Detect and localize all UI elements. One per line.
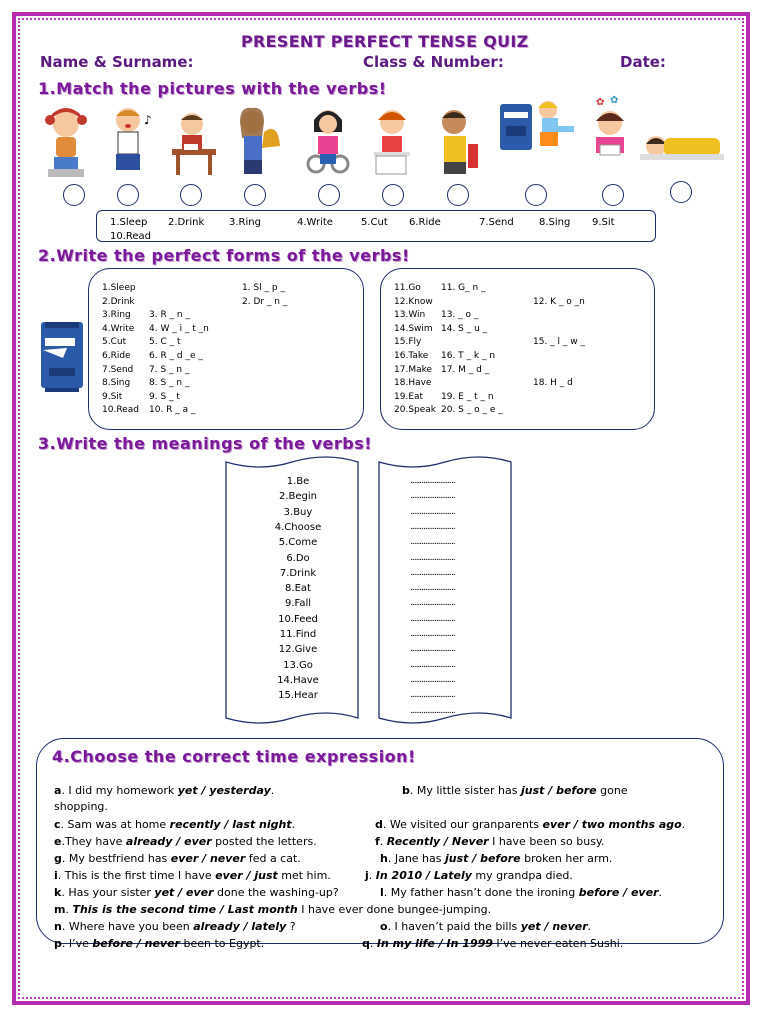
meaning-blank[interactable]: ........................ [410,521,455,532]
sentence-p [54,937,264,950]
time-expression-options[interactable]: just / before [445,852,521,865]
sentence-letter: l [380,886,384,899]
verb-perfect-blank[interactable]: 19. E _ t _ n [441,391,494,402]
verb-perfect-blank[interactable]: 2. Dr _ n _ [242,296,288,307]
verb-base-form: 20.Speak [394,405,437,416]
sentence-letter: o [380,920,388,933]
meaning-blank[interactable]: ........................ [410,674,455,685]
verb-perfect-blank[interactable]: 4. W _ i _ t _n [149,323,209,334]
sentence-text: I have been so busy. [488,835,605,848]
meaning-verb: 6.Do [286,552,310,564]
sentence-letter: c [54,818,61,831]
verb-perfect-blank[interactable]: 10. R _ a _ [149,405,196,416]
girl-reading-icon [586,95,634,167]
sentence-letter: i [54,869,58,882]
sentence-e [54,835,317,848]
time-expression-options[interactable]: ever / just [215,869,278,882]
verb-item: 9.Sit [592,217,615,228]
sentence-text: . I’ve [61,937,93,950]
verb-base-form: 18.Have [394,378,432,389]
verb-base-form: 1.Sleep [102,283,136,293]
sentence-text: been to Egypt. [179,937,265,950]
sentence-letter: h [380,852,388,865]
section-2-heading: 2.Write the perfect forms of the verbs! [38,246,410,265]
meaning-blank[interactable]: ........................ [410,613,455,624]
sentence-g [54,852,301,865]
verb-perfect-blank[interactable]: 7. S _ n _ [149,364,190,375]
sentence-k [54,886,339,899]
sentence-m [54,903,491,916]
sentence-text: . [291,818,296,831]
time-expression-options[interactable]: This is the second time / Last month [72,903,298,916]
answer-circle-9[interactable] [602,184,624,206]
time-expression-options[interactable]: ever / two months ago [542,818,682,831]
answer-circle-1[interactable] [63,184,85,206]
verb-base-form: 17.Make [394,364,433,375]
sentence-letter: e [54,835,62,848]
sentence-text: . Where have you been [61,920,194,933]
girl-with-scissors-icon [302,102,354,180]
meaning-blank[interactable]: ........................ [410,659,455,670]
answer-circle-8[interactable] [525,184,547,206]
sentence-q [362,937,623,950]
sentence-letter: k [54,886,62,899]
time-expression-options[interactable]: In 2010 / Lately [375,869,472,882]
verb-perfect-blank[interactable]: 9. S _ t [149,391,180,402]
date-field-label: Date: [620,53,666,71]
sentence-text: . [65,903,73,916]
meaning-verb: 11.Find [279,629,317,640]
girl-jumping-icon [530,96,580,154]
meaning-blank[interactable]: ........................ [410,705,455,716]
verb-perfect-blank[interactable]: 6. R _ d _e _ [149,351,203,361]
verb-base-form: 6.Ride [102,351,131,361]
verb-item: 1.Sleep [110,217,148,228]
time-expression-options[interactable]: In my life / In 1999 [376,937,493,950]
verb-item: 7.Send [479,217,514,228]
time-expression-options[interactable]: before / ever [578,886,659,899]
time-expression-options[interactable]: before / never [92,937,180,950]
time-expression-options[interactable]: already / ever [125,835,212,848]
sentence-d [375,818,685,831]
sentence-text: I have ever done bungee-jumping. [297,903,492,916]
meaning-verb: 9.Fall [284,598,312,610]
answer-circle-6[interactable] [382,184,404,206]
meaning-verb: 2.Begin [278,491,318,503]
sentence-text: . [681,818,686,831]
verb-perfect-blank[interactable]: 13. _ o _ [441,310,479,321]
meaning-verb: 15.Hear [278,690,318,702]
section-1-heading: 1.Match the pictures with the verbs! [38,79,387,98]
verb-perfect-blank[interactable]: 14. S _ u _ [441,323,488,334]
sentence-j [365,869,573,882]
meaning-verb: 12.Give [278,644,318,656]
sentence-text: . [379,835,387,848]
verb-perfect-blank[interactable]: 20. S _ o _ e _ [441,405,503,416]
sentence-h [380,852,612,865]
meaning-blank[interactable]: ........................ [410,552,455,563]
sentence-text: . Sam was at home [60,818,170,831]
boy-at-desk-icon [168,102,220,180]
meaning-blank[interactable]: ........................ [410,476,455,486]
sentence-letter: g [54,852,62,865]
sentence-o [380,920,591,933]
sentence-text: ? [286,920,296,933]
verb-perfect-blank[interactable]: 11. G_ n _ [441,283,486,293]
sentence-text: . My little sister has [409,784,521,797]
sentence-b [402,784,628,797]
meaning-blank[interactable]: ........................ [410,583,455,594]
sentence-text: gone [596,784,628,797]
sentence-text: done the washing-up? [213,886,339,899]
sentence-text: . [587,920,592,933]
sentence-text: . We visited our granparents [382,818,543,831]
answer-circle-2[interactable] [117,184,139,206]
verb-base-form: 3.Ring [102,310,131,321]
verb-perfect-blank[interactable]: 18. H _ d [533,378,573,389]
boy-sleeping-icon [640,124,724,164]
section-4-heading: 4.Choose the correct time expression! [52,747,416,766]
verb-item: 2.Drink [168,217,205,228]
mailbox-icon [37,318,87,392]
time-expression-options[interactable]: already / lately [193,920,287,933]
time-expression-options[interactable]: just / before [520,784,597,797]
verb-base-form: 13.Win [394,310,426,321]
answer-circle-7[interactable] [447,184,469,206]
svg-text:♪: ♪ [144,113,152,127]
verb-base-form: 8.Sing [102,378,131,389]
meaning-verb: 8.Eat [285,583,311,595]
verb-perfect-blank[interactable]: 15. _ l _ w _ [533,337,585,348]
verb-item: 6.Ride [409,217,441,228]
meaning-blank[interactable]: ........................ [410,598,455,609]
sentence-text: . This is the first time I have [57,869,216,882]
verb-perfect-blank[interactable]: 12. K _ o _n [533,296,585,307]
verb-base-form: 16.Take [394,351,429,361]
answer-circle-4[interactable] [244,184,266,206]
sentence-c [54,818,295,831]
answer-circle-3[interactable] [180,184,202,206]
sentence-text: . I haven’t paid the bills [387,920,521,933]
time-expression-options[interactable]: yet / never [520,920,588,933]
sentence-text: . [369,937,377,950]
meaning-verb: 10.Feed [278,613,318,625]
meaning-verb: 5.Come [278,537,318,549]
name-field-label: Name & Surname: [40,53,194,71]
sentence-text: . [658,886,662,899]
sentence-f [375,835,604,848]
verb-base-form: 12.Know [394,296,433,307]
verb-base-form: 14.Swim [394,323,433,334]
girl-writing-icon [366,102,418,180]
time-expression-options[interactable]: ever / never [170,852,246,865]
meaning-verb: 7.Drink [279,567,317,579]
meaning-blank[interactable]: ........................ [410,537,455,548]
meaning-blank[interactable]: ........................ [410,629,455,639]
sentence-letter: f [375,835,380,848]
verb-perfect-blank[interactable]: 5. C _ t [149,337,181,348]
answer-circle-10[interactable] [670,181,692,203]
sentence-letter: p [54,937,62,950]
verb-base-form: 5.Cut [102,337,127,348]
meaning-verb: 3.Buy [283,506,313,518]
sentence-text: fed a cat. [245,852,301,865]
sentence-letter: n [54,920,62,933]
sentence-i [54,869,331,882]
meaning-verb: 1.Be [286,476,310,487]
verb-perfect-blank[interactable]: 3. R _ n _ [149,310,190,321]
verb-item: 8.Sing [539,217,571,228]
sentence-text: broken her arm. [520,852,613,865]
sentence-text: I’ve never eaten Sushi. [492,937,624,950]
verb-item: 3.Ring [229,217,261,228]
sentence-a-continued: shopping. [54,800,108,813]
sentence-letter: a [54,784,62,797]
meaning-blank[interactable]: ........................ [410,690,455,701]
boy-drinking-icon [432,102,484,180]
verb-base-form: 11.Go [394,283,421,293]
sentence-letter: b [402,784,410,797]
verb-perfect-blank[interactable]: 17. M _ d _ [441,364,490,375]
boy-singing-icon [104,102,156,180]
sentence-text: . I did my homework [61,784,178,797]
sentence-text: . [368,869,376,882]
verb-list-box [96,210,656,242]
verb-base-form: 7.Send [102,364,134,375]
meaning-blank[interactable]: ........................ [410,506,455,517]
sentence-text: posted the letters. [211,835,317,848]
verb-perfect-blank[interactable]: 16. T _ k _ n [441,351,496,361]
verb-base-form: 19.Eat [394,391,424,402]
meaning-blank[interactable]: ........................ [410,644,455,655]
verb-base-form: 2.Drink [102,296,135,307]
sentence-text: . My father hasn’t done the ironing [383,886,579,899]
svg-text:✿: ✿ [610,95,619,106]
meaning-blank[interactable]: ........................ [410,491,455,502]
section-3-heading: 3.Write the meanings of the verbs! [38,434,373,453]
meaning-verb: 14.Have [277,674,319,686]
time-expression-options[interactable]: Recently / Never [386,835,489,848]
svg-text:✿: ✿ [596,97,605,108]
verb-base-form: 9.Sit [102,391,123,402]
sentence-letter: q [362,937,370,950]
verb-base-form: 4.Write [102,323,135,334]
verb-base-form: 10.Read [102,405,139,416]
time-expression-options[interactable]: yet / yesterday [177,784,271,797]
time-expression-options[interactable]: yet / ever [154,886,214,899]
verb-item: 5.Cut [361,217,388,228]
meaning-blank[interactable]: ........................ [410,567,455,578]
sentence-n [54,920,296,933]
sentence-a [54,784,274,797]
sentence-letter: d [375,818,383,831]
sentence-text: . My bestfriend has [61,852,171,865]
time-expression-options[interactable]: recently / last night [169,818,292,831]
sentence-text: my grandpa died. [471,869,573,882]
verb-item: 10.Read [110,231,152,242]
meaning-verb: 4.Choose [274,521,322,533]
class-field-label: Class & Number: [363,53,504,71]
girl-ringing-bell-icon [232,102,284,180]
sentence-text: .They have [61,835,126,848]
sentence-text: met him. [277,869,331,882]
sentence-text: . Has your sister [61,886,155,899]
sentence-letter: m [54,903,66,916]
verb-perfect-blank[interactable]: 1. Sl _ p _ [242,283,285,293]
sentence-letter: j [365,869,369,882]
sentence-text: . [270,784,275,797]
verb-perfect-blank[interactable]: 8. S _ n _ [149,378,190,389]
girl-figure-icon [40,102,92,180]
meaning-verb: 13.Go [283,659,313,671]
sentence-text: . Jane has [387,852,445,865]
verb-item: 4.Write [297,217,333,228]
sentence-l [380,886,662,899]
answer-circle-5[interactable] [318,184,340,206]
page-title: PRESENT PERFECT TENSE QUIZ [241,32,529,51]
verb-base-form: 15.Fly [394,337,422,348]
